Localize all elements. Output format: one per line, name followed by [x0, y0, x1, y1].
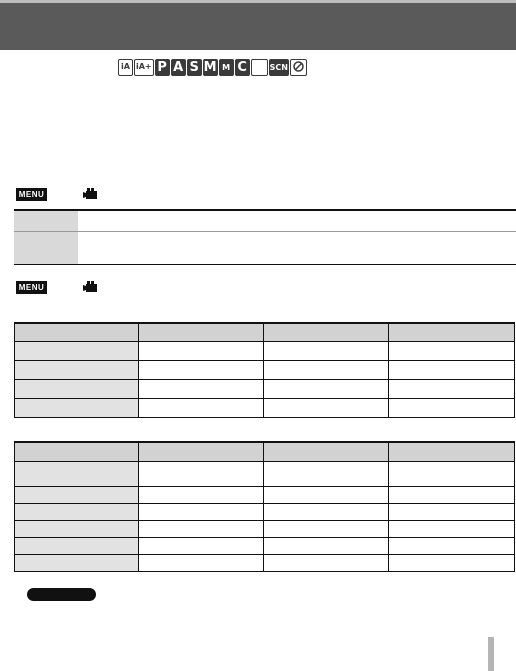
spec-table-1	[14, 322, 515, 418]
manual-exposure-mode-icon: M	[203, 60, 217, 75]
table-row	[15, 503, 515, 520]
table-cell	[15, 520, 139, 537]
table-cell	[264, 341, 389, 360]
table-cell	[389, 537, 515, 554]
menu-button-icon: MENU	[16, 188, 47, 201]
table-row	[15, 379, 515, 398]
table-cell	[15, 398, 139, 417]
table-row	[15, 537, 515, 554]
table-cell	[139, 461, 264, 486]
settings-row-description	[78, 232, 516, 264]
table-header-cell	[15, 442, 139, 461]
aperture-priority-mode-icon: A	[171, 59, 186, 76]
page-header-bar	[0, 0, 516, 50]
settings-row-description	[78, 211, 516, 231]
table-header-cell	[15, 323, 139, 341]
settings-row	[14, 211, 516, 231]
program-ae-mode-icon: P	[155, 59, 170, 76]
table-cell	[264, 554, 389, 571]
table-cell	[15, 486, 139, 503]
motion-picture-menu-icon	[83, 281, 98, 293]
shutter-priority-mode-icon: S	[187, 59, 202, 76]
menu-path-2	[16, 280, 98, 294]
table-cell	[139, 503, 264, 520]
scene-guide-mode-icon: SCN	[269, 59, 289, 76]
table-row	[15, 520, 515, 537]
table-cell	[15, 341, 139, 360]
table-cell	[139, 520, 264, 537]
table-cell	[264, 537, 389, 554]
creative-control-mode-icon	[290, 59, 307, 76]
table-row	[15, 486, 515, 503]
table-header-cell	[139, 323, 264, 341]
table-cell	[264, 520, 389, 537]
table-header-cell	[264, 323, 389, 341]
table-cell	[389, 503, 515, 520]
menu-button-icon: MENU	[16, 281, 47, 294]
table-row	[15, 360, 515, 379]
table-cell	[15, 554, 139, 571]
table-cell	[389, 486, 515, 503]
table-cell	[139, 537, 264, 554]
creative-video-mode-icon: M	[219, 59, 234, 76]
settings-table	[14, 209, 516, 265]
header-top-rule	[0, 0, 516, 3]
table-cell	[389, 461, 515, 486]
table-header-cell	[264, 442, 389, 461]
table-row	[15, 341, 515, 360]
table-cell	[264, 398, 389, 417]
settings-row	[14, 231, 516, 264]
table-cell	[264, 486, 389, 503]
table-cell	[139, 486, 264, 503]
table-cell	[389, 341, 515, 360]
table-row	[15, 398, 515, 417]
panorama-mode-icon	[251, 59, 268, 76]
table-header-row	[15, 442, 515, 461]
settings-row-label	[14, 211, 78, 231]
table-row	[15, 554, 515, 571]
table-header-cell	[389, 323, 515, 341]
table-cell	[139, 398, 264, 417]
table-cell	[139, 341, 264, 360]
spec-table-2	[14, 441, 515, 572]
settings-row-label	[14, 232, 78, 264]
page-side-tab	[488, 637, 494, 671]
table-row	[15, 461, 515, 486]
table-cell	[389, 520, 515, 537]
motion-picture-menu-icon	[83, 188, 98, 200]
intelligent-auto-mode-icon: iA	[118, 59, 133, 76]
recording-mode-icons	[118, 59, 307, 76]
custom-mode-icon: C	[235, 59, 250, 76]
table-cell	[15, 461, 139, 486]
table-header-cell	[139, 442, 264, 461]
table-cell	[389, 379, 515, 398]
table-header-row	[15, 323, 515, 341]
table-cell	[264, 379, 389, 398]
table-cell	[139, 379, 264, 398]
table-cell	[264, 461, 389, 486]
menu-path-1	[16, 187, 98, 201]
table-cell	[15, 503, 139, 520]
table-cell	[389, 398, 515, 417]
table-cell	[389, 554, 515, 571]
table-cell	[389, 360, 515, 379]
table-cell	[139, 554, 264, 571]
table-cell	[139, 360, 264, 379]
table-cell	[264, 503, 389, 520]
table-header-cell	[389, 442, 515, 461]
table-cell	[15, 379, 139, 398]
table-cell	[15, 360, 139, 379]
intelligent-auto-plus-mode-icon: iA+	[134, 59, 154, 76]
table-cell	[264, 360, 389, 379]
note-badge	[27, 588, 96, 601]
table-cell	[15, 537, 139, 554]
